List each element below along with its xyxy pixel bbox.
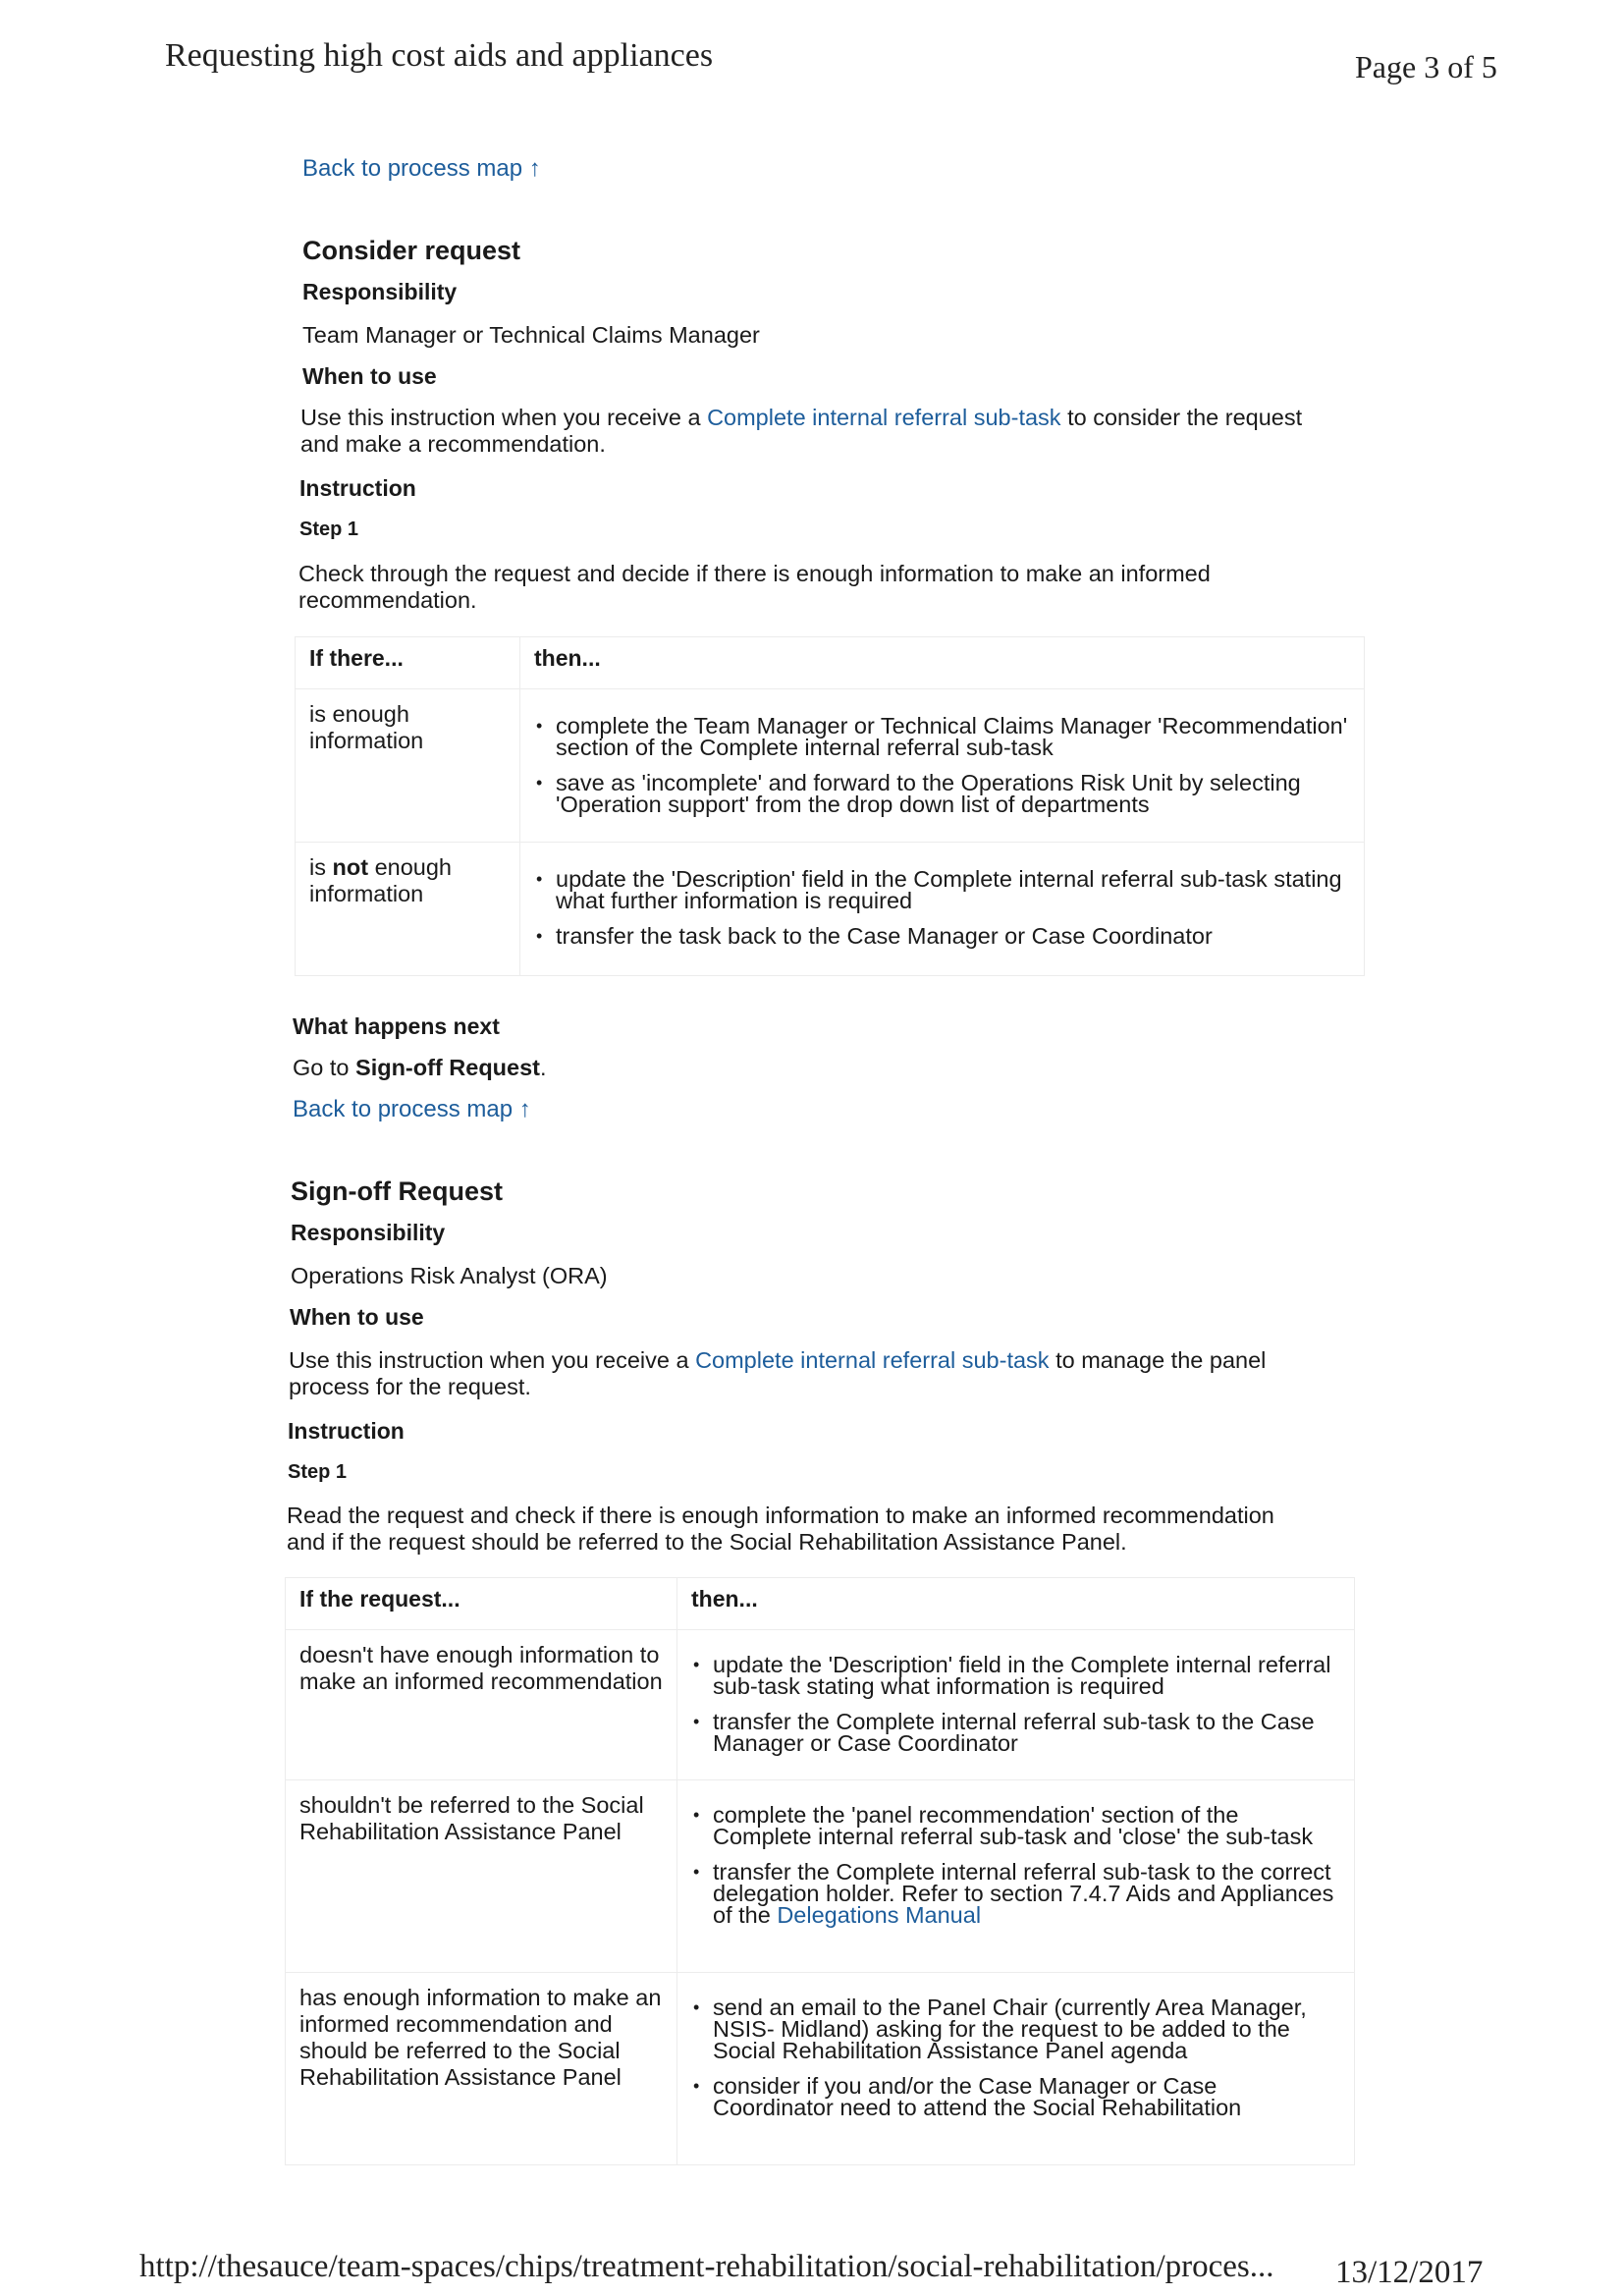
when-to-use-heading: When to use: [302, 363, 437, 389]
print-header-title: Requesting high cost aids and appliances: [165, 37, 714, 74]
column-header-if: If there...: [296, 637, 520, 689]
responsibility-heading: Responsibility: [302, 279, 458, 304]
table-row: [286, 1780, 1355, 1973]
table-row: [296, 843, 1365, 976]
back-to-process-map-link[interactable]: Back to process map ↑: [302, 155, 541, 182]
list-item: • consider if you and/or the Case Manager or Case Coordinator need to attend the Social Rehabilitation: [691, 2075, 1340, 2118]
table-header-row: [286, 1578, 1355, 1630]
when-to-use-text: Use this instruction when you receive a Complete internal referral sub-task to consider the request and make a recommendation.: [300, 405, 1303, 457]
delegations-manual-link[interactable]: Delegations Manual: [777, 1902, 982, 1928]
step-1-text: Read the request and check if there is enough information to make an informed recommendation and if the request should be referred to the Social Rehabilitation Assistance Panel.: [287, 1503, 1274, 1555]
table-row: [286, 1630, 1355, 1780]
instruction-heading: Instruction: [288, 1418, 405, 1444]
then-cell: [520, 689, 1365, 843]
list-item: • transfer the task back to the Case Manager or Case Coordinator: [534, 925, 1350, 947]
when-to-use-text: Use this instruction when you receive a Complete internal referral sub-task to manage the panel process for the request.: [289, 1347, 1267, 1399]
responsibility-text: Operations Risk Analyst (ORA): [291, 1263, 608, 1288]
complete-internal-referral-link[interactable]: Complete internal referral sub-task: [707, 405, 1061, 430]
table-row: [286, 1973, 1355, 2165]
back-to-process-map-link[interactable]: Back to process map ↑: [293, 1096, 531, 1122]
column-header-if: If the request...: [286, 1578, 677, 1630]
if-cell: has enough information to make an informed recommendation and should be referred to the Social Rehabilitation Assistance Panel: [286, 1973, 677, 2165]
consider-if-then-table: [295, 636, 1365, 976]
then-cell: [677, 1973, 1355, 2165]
what-happens-next-heading: What happens next: [293, 1013, 500, 1039]
then-cell: [677, 1780, 1355, 1973]
signoff-if-then-table: [285, 1577, 1355, 2165]
if-cell: is not enough information: [296, 843, 520, 976]
then-cell: [677, 1630, 1355, 1780]
then-cell: [520, 843, 1365, 976]
if-cell: is enough information: [296, 689, 520, 843]
column-header-then: then...: [677, 1578, 1355, 1630]
list-item: • update the 'Description' field in the Complete internal referral sub-task stating what further information is required: [534, 868, 1350, 911]
what-happens-next-text: Go to Sign-off Request.: [293, 1055, 547, 1080]
list-item: • complete the 'panel recommendation' section of the Complete internal referral sub-task and 'close' the sub-task: [691, 1804, 1340, 1847]
responsibility-heading: Responsibility: [291, 1220, 446, 1245]
section-title-consider-request: Consider request: [302, 236, 521, 265]
responsibility-text: Team Manager or Technical Claims Manager: [302, 322, 760, 348]
when-to-use-heading: When to use: [290, 1304, 424, 1330]
list-item: • transfer the Complete internal referral sub-task to the Case Manager or Case Coordinator: [691, 1711, 1340, 1754]
if-cell: shouldn't be referred to the Social Rehabilitation Assistance Panel: [286, 1780, 677, 1973]
step-1-heading: Step 1: [288, 1461, 348, 1483]
table-row: [296, 689, 1365, 843]
list-item: • transfer the Complete internal referral sub-task to the correct delegation holder. Refer to section 7.4.7 Aids and Appliances of the Delegations Manual: [691, 1861, 1340, 1926]
section-title-sign-off-request: Sign-off Request: [291, 1176, 503, 1206]
column-header-then: then...: [520, 637, 1365, 689]
list-item: • save as 'incomplete' and forward to the Operations Risk Unit by selecting 'Operation support' from the drop down list of departments: [534, 772, 1350, 815]
list-item: • complete the Team Manager or Technical Claims Manager 'Recommendation' section of the Complete internal referral sub-task: [534, 715, 1350, 758]
print-footer-date: 13/12/2017: [1335, 2255, 1484, 2290]
print-header-page-number: Page 3 of 5: [1355, 49, 1497, 84]
if-cell: doesn't have enough information to make an informed recommendation: [286, 1630, 677, 1780]
instruction-heading: Instruction: [299, 475, 416, 501]
complete-internal-referral-link[interactable]: Complete internal referral sub-task: [695, 1347, 1050, 1373]
step-1-text: Check through the request and decide if there is enough information to make an informed recommendation.: [298, 561, 1211, 613]
table-header-row: [296, 637, 1365, 689]
list-item: • send an email to the Panel Chair (currently Area Manager, NSIS- Midland) asking for the request to be added to the Social Rehabilitation Assistance Panel agenda: [691, 1996, 1340, 2061]
print-footer-url: http://thesauce/team-spaces/chips/treatment-rehabilitation/social-rehabilitation/proces...: [139, 2249, 1274, 2284]
step-1-heading: Step 1: [299, 519, 359, 540]
list-item: • update the 'Description' field in the Complete internal referral sub-task stating what information is required: [691, 1654, 1340, 1697]
